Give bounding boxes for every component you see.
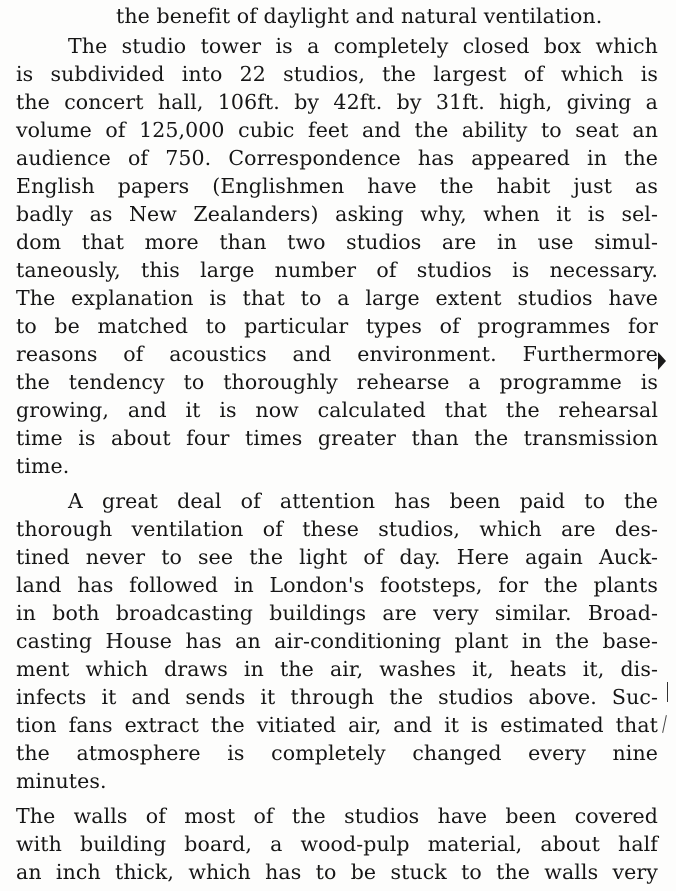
text-line: The walls of most of the studios have been covered [16,804,658,828]
text-line: time is about four times greater than the transmission [16,426,658,450]
scan-artifact [667,682,668,702]
text-line: with building board, a wood-pulp material, about half [16,832,658,856]
text-line: an inch thick, which has to be stuck to the walls very [16,860,658,884]
text-line: infects it and sends it through the studios above. Suc- [16,685,658,709]
text-line: The explanation is that to a large extent studios have [16,286,658,310]
text-line: the concert hall, 106ft. by 42ft. by 31ft. high, giving a [16,90,658,114]
text-line: reasons of acoustics and environment. Furthermore [16,342,658,366]
text-line: ment which draws in the air, washes it, heats it, dis- [16,657,658,681]
text-line: A great deal of attention has been paid to the [68,489,658,513]
text-line: English papers (Englishmen have the habit just as [16,174,658,198]
scan-artifact [658,352,666,370]
text-line: volume of 125,000 cubic feet and the ability to seat an [16,118,658,142]
text-line: the benefit of daylight and natural ventilation. [116,4,603,28]
text-line: to be matched to particular types of programmes for [16,314,658,338]
text-line: tion fans extract the vitiated air, and it is estimated that [16,713,658,737]
text-line: the atmosphere is completely changed every nine [16,741,658,765]
text-line: growing, and it is now calculated that the rehearsal [16,398,658,422]
text-line: casting House has an air-conditioning plant in the base- [16,629,658,653]
scan-artifact [662,715,667,733]
text-line: thorough ventilation of these studios, which are des- [16,517,658,541]
text-line: badly as New Zealanders) asking why, when it is sel- [16,202,658,226]
text-line: in both broadcasting buildings are very similar. Broad- [16,601,658,625]
text-line: audience of 750. Correspondence has appeared in the [16,146,658,170]
text-line: dom that more than two studios are in use simul- [16,230,658,254]
text-line: tined never to see the light of day. Here again Auck- [16,545,658,569]
text-line: is subdivided into 22 studios, the largest of which is [16,62,658,86]
text-line: land has followed in London's footsteps, for the plants [16,573,658,597]
text-line: time. [16,454,70,478]
text-line: minutes. [16,769,107,793]
text-line: the tendency to thoroughly rehearse a programme is [16,370,658,394]
text-line: The studio tower is a completely closed box which [68,34,658,58]
text-line: taneously, this large number of studios is necessary. [16,258,658,282]
